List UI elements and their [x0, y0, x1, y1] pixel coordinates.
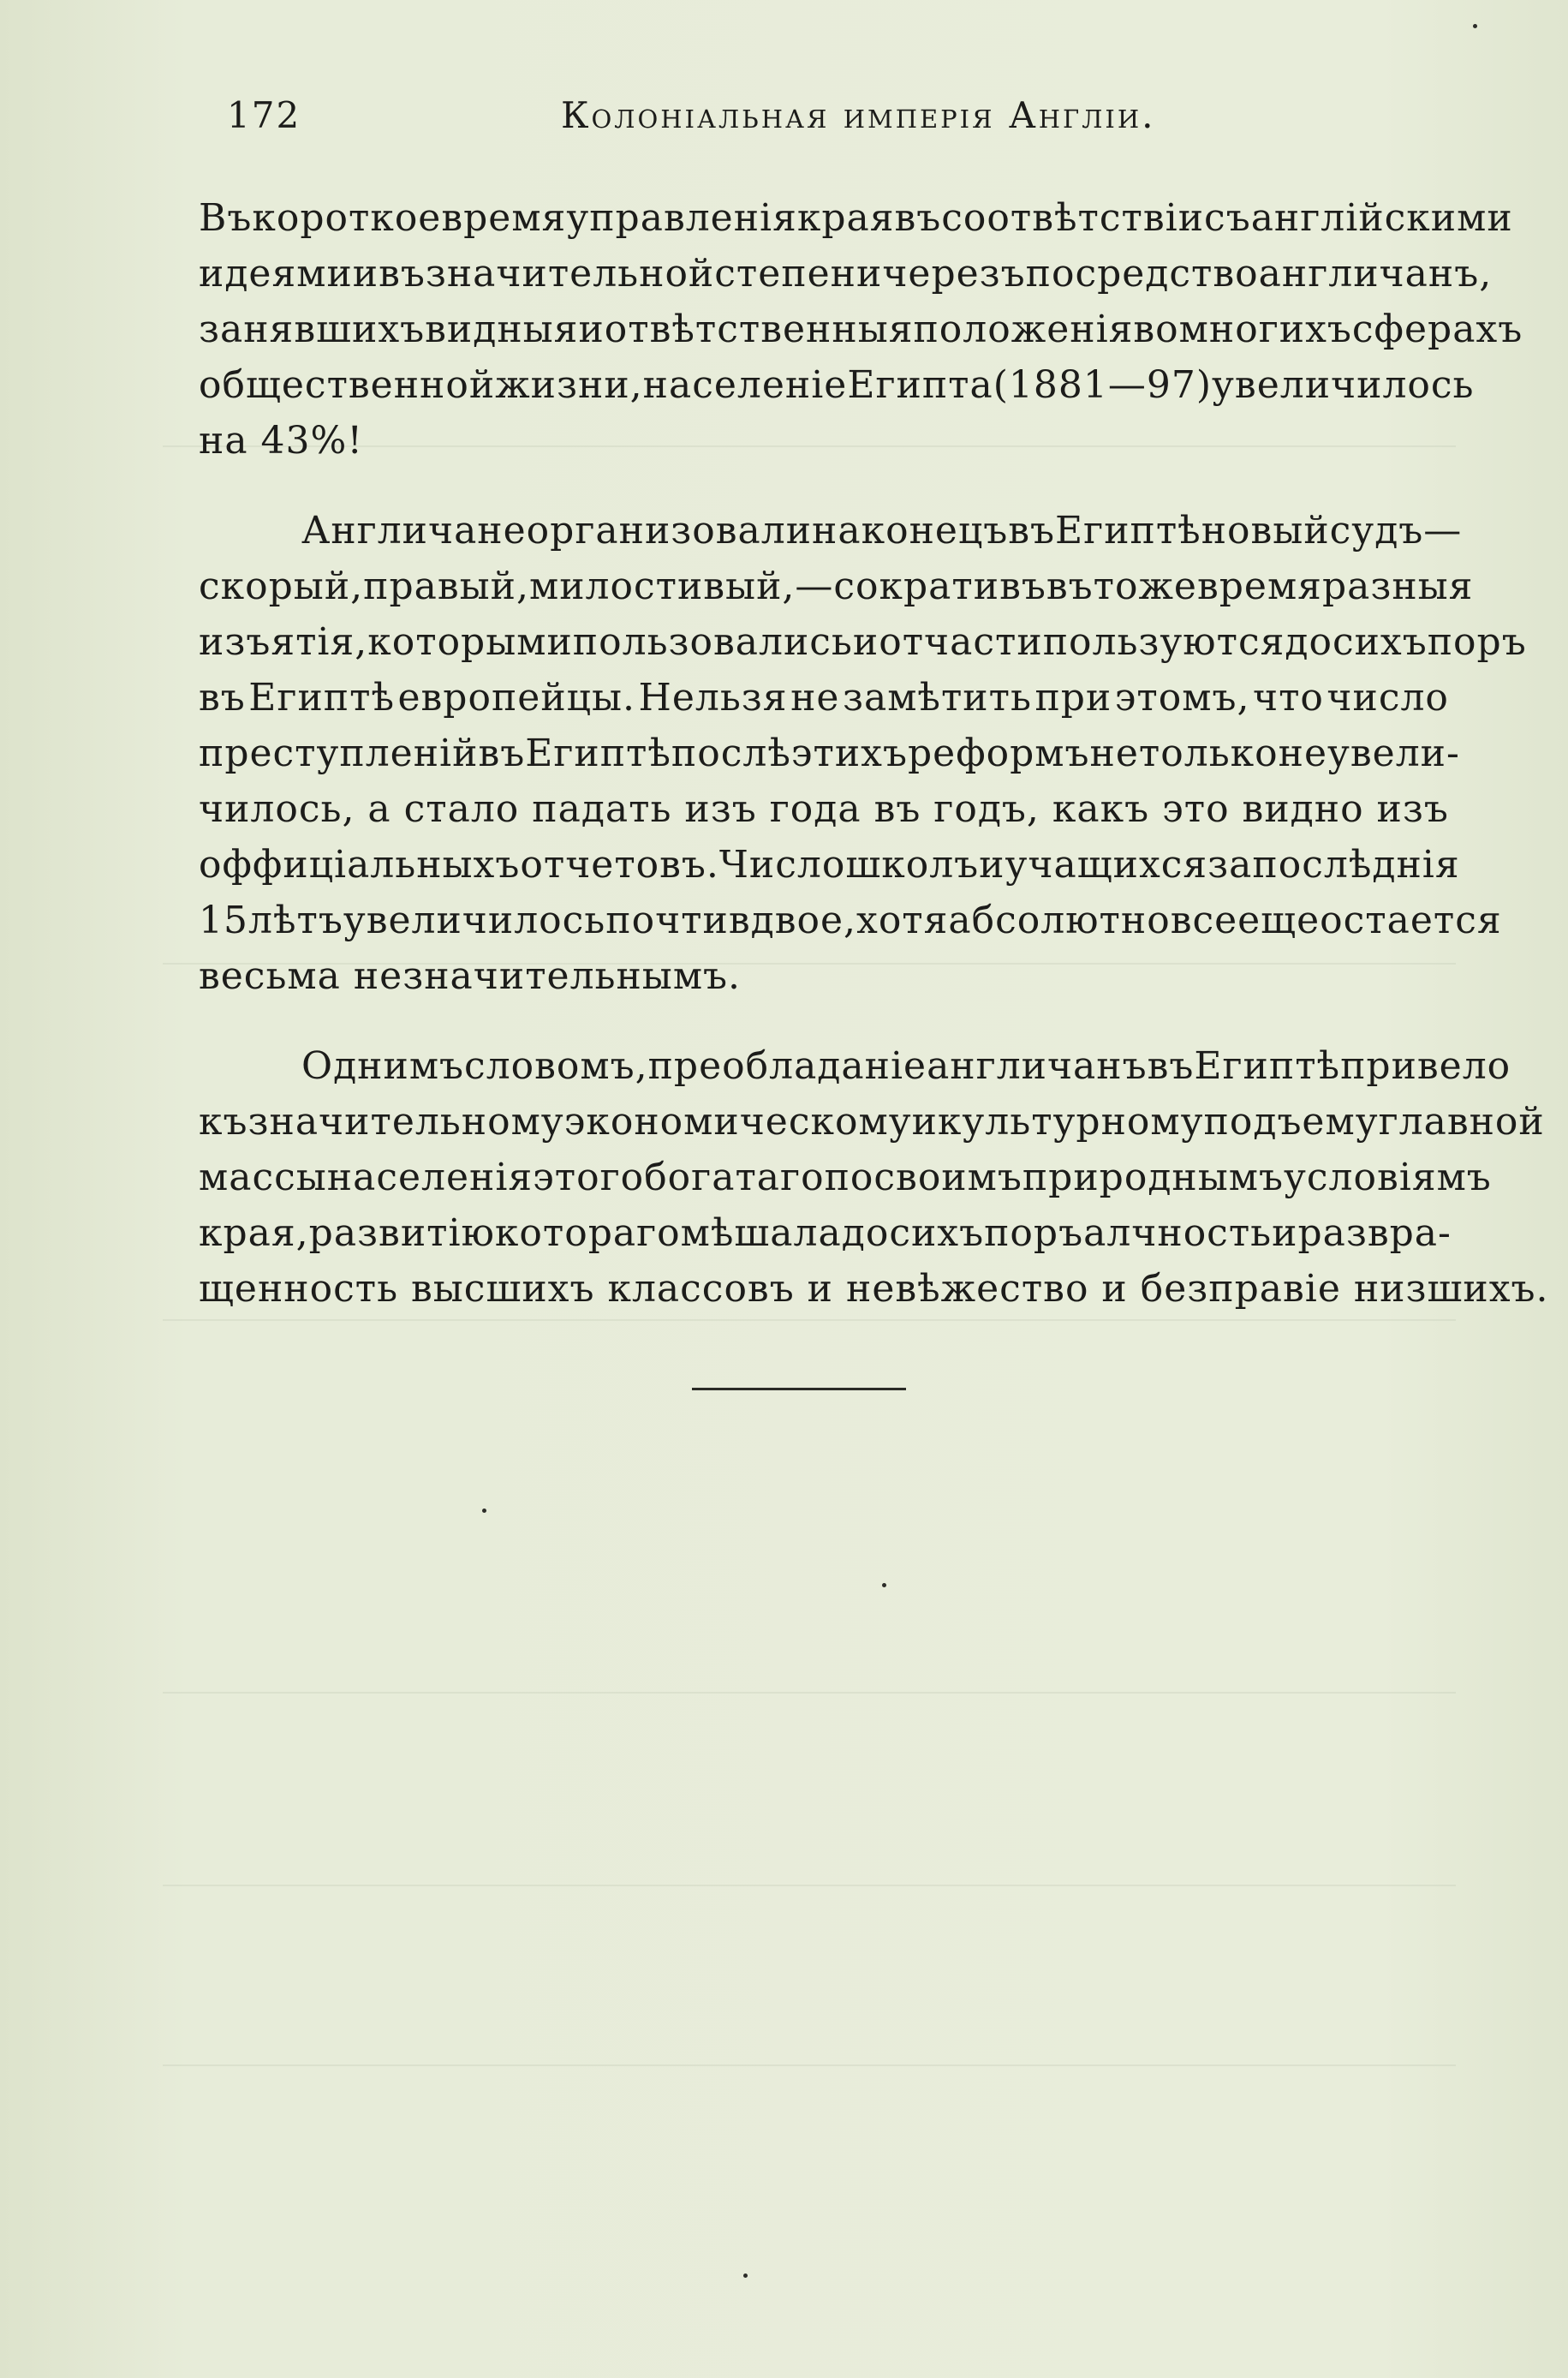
- page-speck: [882, 1583, 886, 1587]
- word: общественной: [199, 363, 496, 407]
- section-end-rule: [692, 1388, 906, 1390]
- word: въ: [1147, 1044, 1195, 1088]
- text-line: [199, 781, 1449, 837]
- word: положенія: [913, 308, 1134, 351]
- word: англичанъ: [927, 1044, 1148, 1088]
- word: поръ: [1427, 620, 1527, 664]
- word: своимъ: [873, 1156, 1022, 1199]
- word: преобладаніе: [647, 1044, 927, 1088]
- word: Однимъ: [301, 1044, 465, 1088]
- word: видныя: [425, 308, 579, 351]
- word: Въ: [199, 196, 253, 240]
- word: развитію: [308, 1211, 495, 1255]
- word: Нельзя: [638, 676, 788, 720]
- word: съ: [1204, 196, 1251, 240]
- word: по: [824, 1156, 874, 1199]
- word: въ: [199, 676, 246, 720]
- word: алчность: [1083, 1211, 1273, 1255]
- word: —: [1107, 363, 1147, 407]
- word: не: [1278, 732, 1328, 775]
- word: годъ,: [933, 787, 1040, 831]
- text-line: [199, 614, 1527, 670]
- word: почти: [605, 899, 729, 942]
- word: 15: [199, 899, 248, 942]
- text-line: [199, 837, 1460, 893]
- word: изъятія,: [199, 620, 368, 664]
- word: преступленій: [199, 732, 479, 775]
- word: соотвѣтствіи: [941, 196, 1205, 240]
- text-line: [199, 302, 1523, 357]
- text-line: [199, 1150, 1492, 1205]
- word: отчетовъ.: [520, 843, 719, 887]
- word: стало: [403, 787, 520, 831]
- word: послѣ: [671, 732, 791, 775]
- word: и: [578, 308, 605, 351]
- word: милостивый,—сокративъ: [528, 565, 1046, 608]
- word: время: [441, 196, 567, 240]
- word: Англичане: [301, 509, 527, 553]
- word: въ: [1008, 509, 1056, 553]
- show-through-line: [163, 1885, 1456, 1886]
- show-through-line: [163, 1319, 1456, 1321]
- text-line: [199, 357, 1475, 413]
- word: къ: [199, 1100, 248, 1144]
- paragraph-courts: [199, 503, 1527, 1004]
- word: года: [769, 787, 862, 831]
- text-line: [199, 1205, 1452, 1261]
- page-speck: [482, 1509, 486, 1513]
- word: значительному: [247, 1100, 564, 1144]
- word: и: [352, 252, 379, 296]
- word: что: [1252, 676, 1324, 720]
- word: словомъ,: [464, 1044, 648, 1088]
- running-title: Колоніальная имперія Англіи.: [561, 94, 1156, 136]
- show-through-line: [163, 1692, 1456, 1694]
- text-line: щенность высшихъ классовъ и невѣжество и безправіе низшихъ.: [199, 1267, 1549, 1311]
- word: оффиціальныхъ: [199, 843, 521, 887]
- word: и: [852, 620, 879, 664]
- word: послѣднія: [1252, 843, 1460, 887]
- text-line: [199, 726, 1460, 781]
- word: сихъ: [889, 1211, 985, 1255]
- word: до: [841, 1211, 890, 1255]
- word: населенія: [326, 1156, 534, 1199]
- word: края: [796, 196, 895, 240]
- paragraph-population: [199, 190, 1523, 469]
- word: реформъ: [908, 732, 1090, 775]
- word: богатаго: [644, 1156, 825, 1199]
- text-line: [199, 503, 1463, 559]
- word: правый,: [363, 565, 529, 608]
- word: и: [979, 843, 1005, 887]
- word: вдвое,: [728, 899, 856, 942]
- word: экономическому: [563, 1100, 912, 1144]
- word: природнымъ: [1022, 1156, 1284, 1199]
- word: въ: [379, 252, 426, 296]
- word: же: [1138, 565, 1197, 608]
- word: видно: [1242, 787, 1364, 831]
- word: число: [1327, 676, 1449, 720]
- word: и: [911, 1100, 938, 1144]
- word: разныя: [1321, 565, 1474, 608]
- word: только: [1138, 732, 1279, 775]
- word: въ: [894, 196, 942, 240]
- text-line: [199, 190, 1513, 246]
- word: во: [1133, 308, 1179, 351]
- word: мѣшала: [680, 1211, 842, 1255]
- word: англичанъ,: [1258, 252, 1493, 296]
- paragraph-conclusion: [199, 1038, 1549, 1317]
- word: наконецъ: [812, 509, 1009, 553]
- word: замѣтить: [842, 676, 1032, 720]
- word: значительной: [425, 252, 715, 296]
- word: не: [1089, 732, 1139, 775]
- word: поръ: [984, 1211, 1084, 1255]
- word: лѣтъ: [248, 899, 343, 942]
- page-header: [227, 94, 1443, 146]
- word: новый: [1201, 509, 1330, 553]
- word: главной: [1378, 1100, 1545, 1144]
- word: жизни,: [495, 363, 643, 407]
- word: Египтѣ: [1194, 1044, 1341, 1088]
- word: въ: [478, 732, 526, 775]
- word: этихъ: [790, 732, 908, 775]
- word: европейцы.: [397, 676, 635, 720]
- word: въ: [873, 787, 921, 831]
- text-line: [199, 670, 1449, 726]
- word: Египта: [847, 363, 993, 407]
- page-speck: [743, 2273, 748, 2278]
- word: котораго: [494, 1211, 681, 1255]
- word: увели-: [1327, 732, 1460, 775]
- word: этого: [533, 1156, 645, 1199]
- word: въ: [1046, 565, 1094, 608]
- word: развра-: [1297, 1211, 1452, 1255]
- word: увеличилось: [1212, 363, 1475, 407]
- word: короткое: [252, 196, 442, 240]
- word: Египтѣ: [248, 676, 395, 720]
- word: отчасти: [879, 620, 1043, 664]
- word: остается: [1320, 899, 1502, 942]
- word: а: [367, 787, 391, 831]
- word: 97): [1146, 363, 1213, 407]
- word: управленія: [566, 196, 797, 240]
- word: Египтѣ: [1055, 509, 1201, 553]
- word: это: [1162, 787, 1230, 831]
- paragraph-gap: [199, 469, 1449, 503]
- text-line: на 43%!: [199, 419, 364, 463]
- word: чилось,: [199, 787, 355, 831]
- word: массы: [199, 1156, 327, 1199]
- page-speck: [1473, 24, 1477, 28]
- page-number: 172: [227, 94, 301, 136]
- word: изъ: [1376, 787, 1449, 831]
- word: школъ: [845, 843, 980, 887]
- word: отвѣтственныя: [604, 308, 914, 351]
- word: судъ—: [1329, 509, 1463, 553]
- text-line: [199, 559, 1474, 614]
- word: степени: [714, 252, 883, 296]
- word: пользуются: [1042, 620, 1285, 664]
- word: сферахъ: [1351, 308, 1523, 351]
- word: увеличилось: [343, 899, 606, 942]
- word: падать: [532, 787, 672, 831]
- word: идеями: [199, 252, 353, 296]
- word: изъ: [684, 787, 757, 831]
- word: привело: [1340, 1044, 1511, 1088]
- text-line: [199, 1038, 1511, 1094]
- word: абсолютно: [948, 899, 1171, 942]
- word: хотя: [856, 899, 949, 942]
- word: то: [1093, 565, 1139, 608]
- word: не: [790, 676, 840, 720]
- word: сихъ: [1332, 620, 1428, 664]
- word: многихъ: [1178, 308, 1352, 351]
- word: все: [1170, 899, 1238, 942]
- word: и: [1272, 1211, 1298, 1255]
- text-line: [199, 893, 1502, 948]
- text-line: [199, 246, 1493, 302]
- word: условіямъ: [1284, 1156, 1492, 1199]
- word: которыми: [367, 620, 573, 664]
- word: учащихся: [1005, 843, 1208, 887]
- word: занявшихъ: [199, 308, 426, 351]
- paragraph-gap: [199, 1004, 1449, 1038]
- word: (1881: [993, 363, 1108, 407]
- word: организовали: [526, 509, 813, 553]
- word: населеніе: [642, 363, 848, 407]
- word: посредство: [1025, 252, 1259, 296]
- word: какъ: [1052, 787, 1150, 831]
- word: англійскими: [1250, 196, 1513, 240]
- word: еще: [1237, 899, 1321, 942]
- word: Число: [718, 843, 846, 887]
- word: черезъ: [882, 252, 1026, 296]
- text-line: весьма незначительнымъ.: [199, 954, 742, 998]
- word: до: [1285, 620, 1333, 664]
- word: пользовались: [572, 620, 853, 664]
- word: за: [1207, 843, 1253, 887]
- body-text: [199, 190, 1549, 1317]
- show-through-line: [163, 2064, 1456, 2066]
- word: скорый,: [199, 565, 364, 608]
- word: Египтѣ: [525, 732, 671, 775]
- word: при: [1034, 676, 1112, 720]
- word: края,: [199, 1211, 309, 1255]
- text-line: [199, 1094, 1545, 1150]
- word: этомъ,: [1114, 676, 1250, 720]
- word: культурному: [937, 1100, 1204, 1144]
- word: подъему: [1203, 1100, 1379, 1144]
- word: время: [1196, 565, 1322, 608]
